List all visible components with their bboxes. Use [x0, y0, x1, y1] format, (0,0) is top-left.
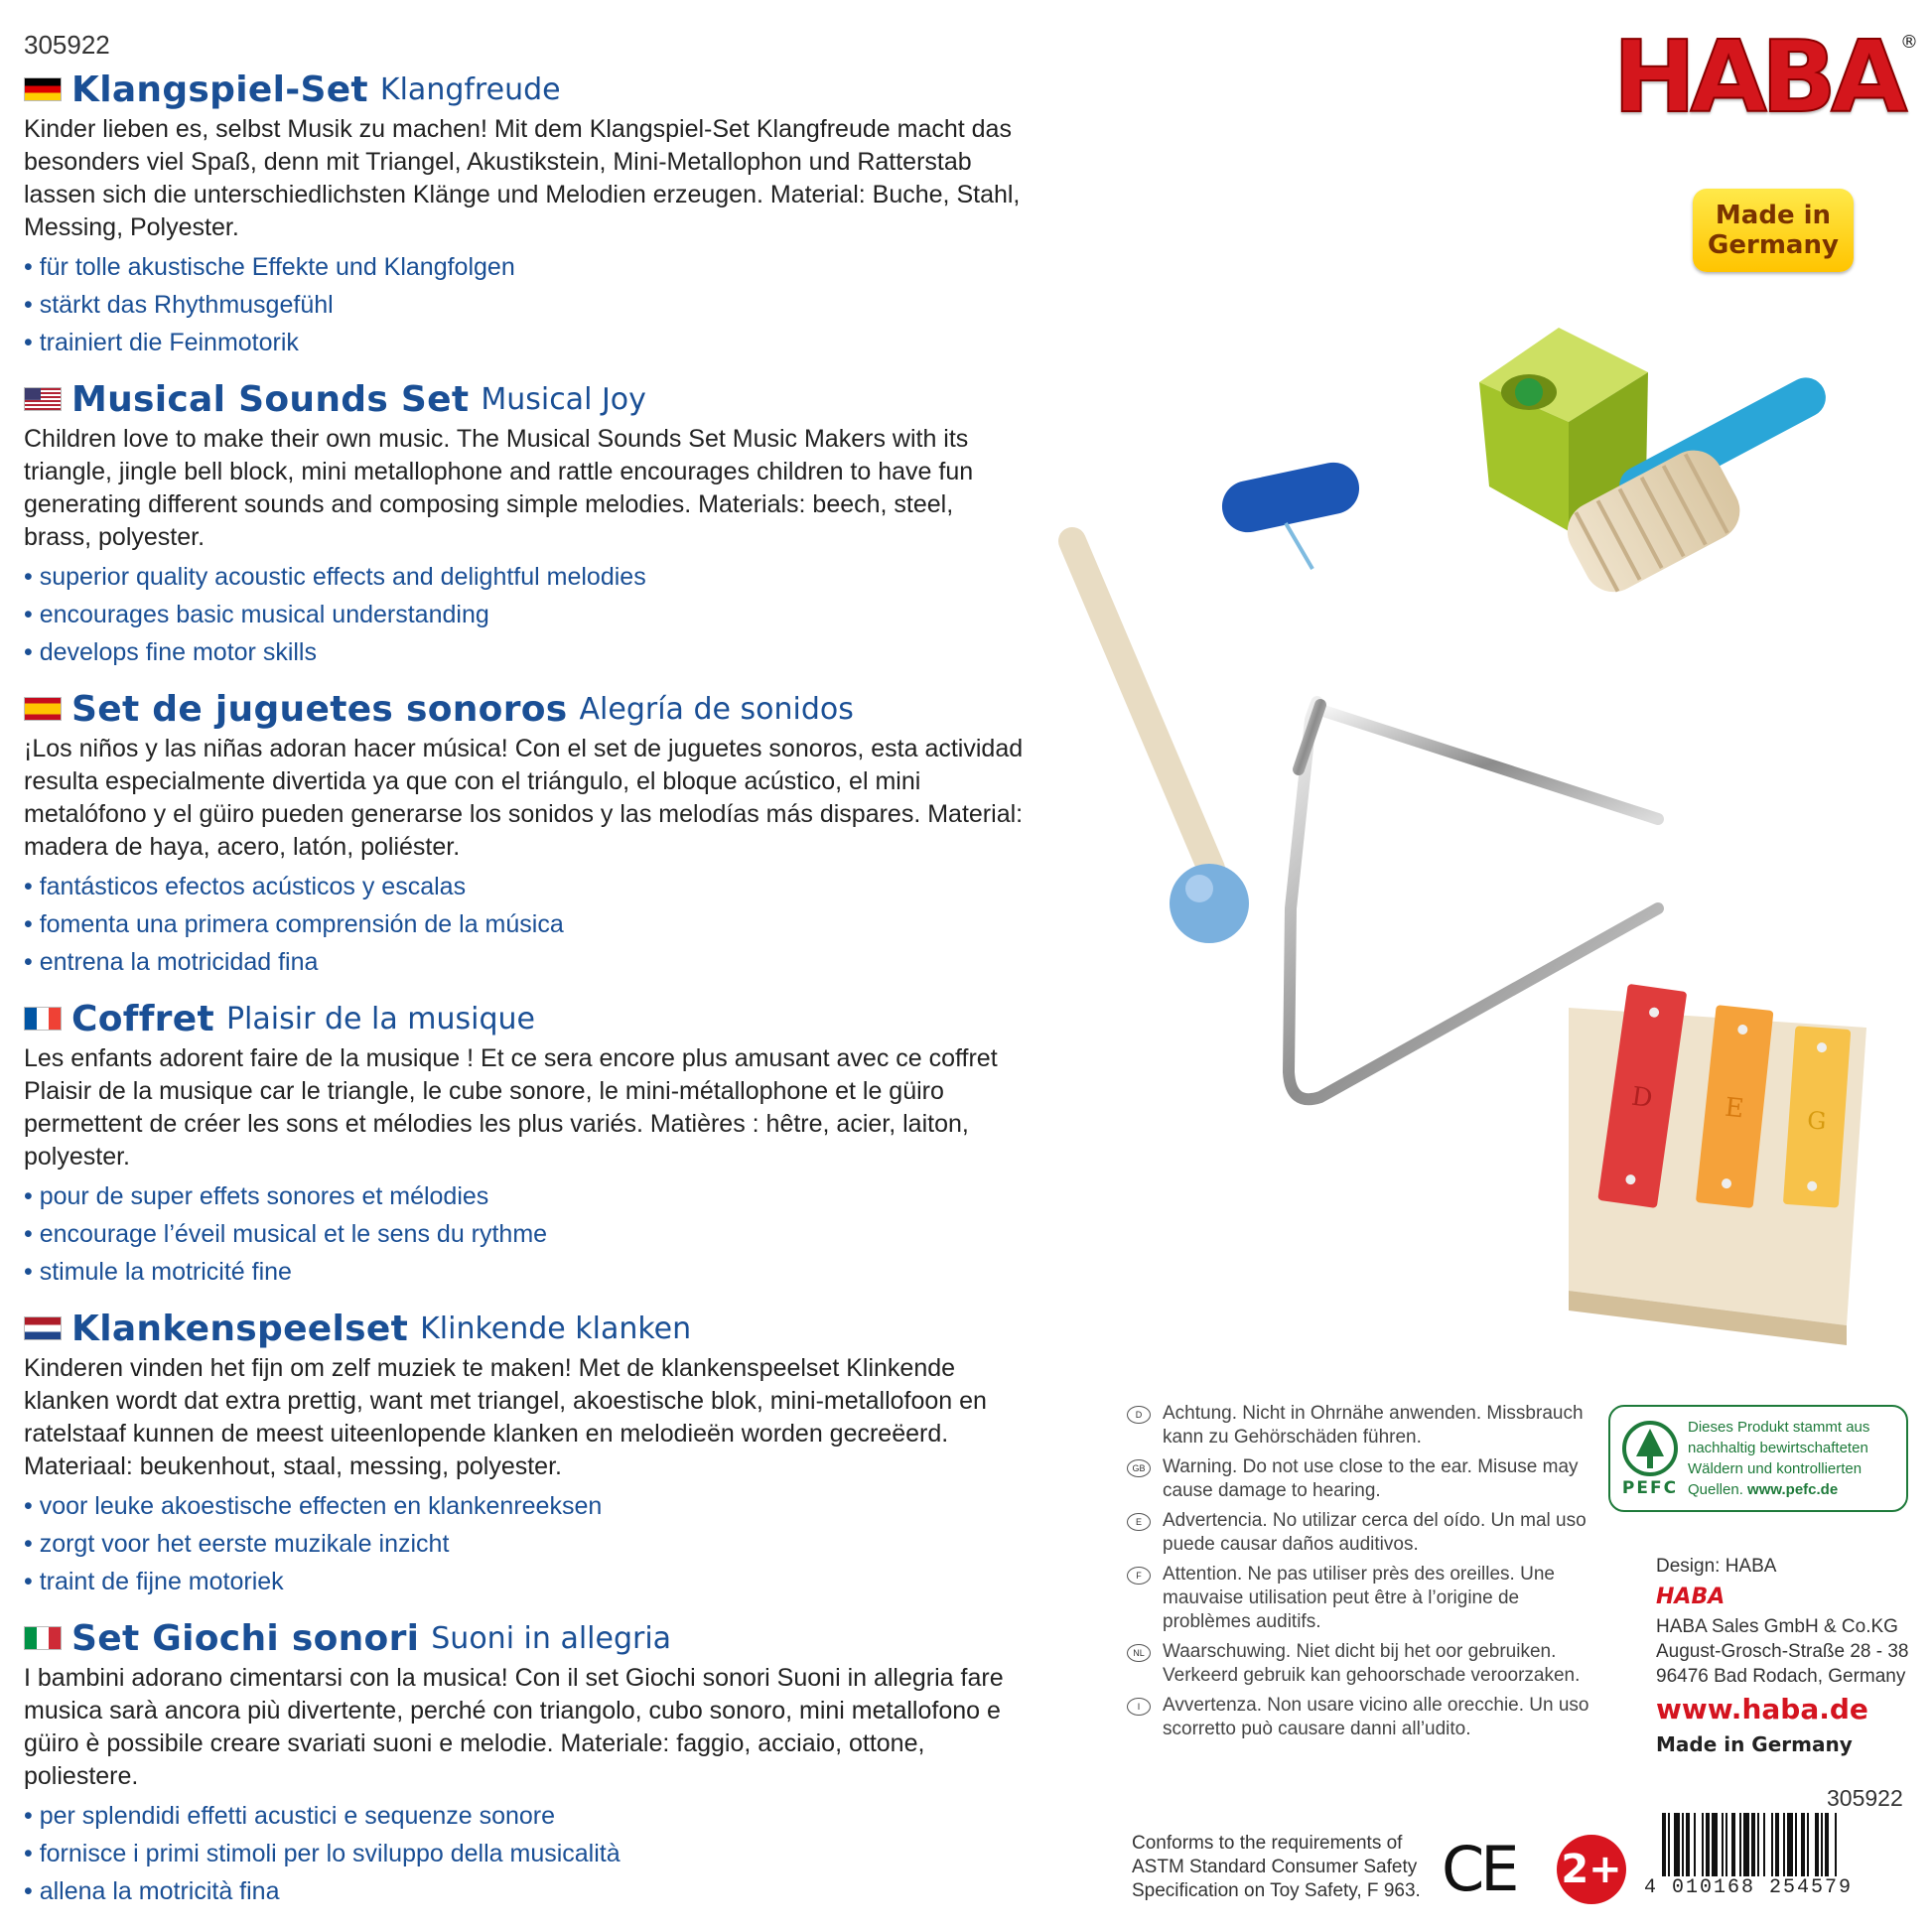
- flag-de-icon: [24, 77, 62, 101]
- article-number-bottom: 305922: [1827, 1785, 1903, 1811]
- ce-mark: CE: [1442, 1833, 1516, 1905]
- section-title: Klankenspeelset: [71, 1308, 409, 1349]
- warning-text: Advertencia. No utilizar cerca del oído. Un mal uso puede causar daños auditivos.: [1163, 1510, 1587, 1555]
- feature-list: [24, 1487, 1027, 1600]
- warning-item: [1127, 1402, 1593, 1449]
- pefc-description: [1688, 1417, 1896, 1500]
- pefc-tree-icon: [1620, 1419, 1680, 1478]
- feature-item: • superior quality acoustic effects and delightful melodies: [24, 558, 1027, 596]
- section-subtitle: Klangfreude: [379, 71, 561, 107]
- feature-item: • allena la motricità fina: [24, 1872, 1027, 1910]
- feature-item: • fornisce i primi stimoli per lo sviluppo della musicalità: [24, 1835, 1027, 1872]
- section-subtitle: Klinkende klanken: [420, 1311, 692, 1346]
- section-it: [24, 1616, 1027, 1910]
- feature-item: • fomenta una primera comprensión de la música: [24, 905, 1027, 943]
- section-subtitle: Plaisir de la musique: [225, 1001, 535, 1036]
- section-title: Set de juguetes sonoros: [71, 688, 568, 730]
- feature-item: • stimule la motricité fine: [24, 1253, 1027, 1291]
- pefc-label: PEFC: [1621, 1478, 1679, 1498]
- feature-item: • develops fine motor skills: [24, 633, 1027, 671]
- section-body: Les enfants adorent faire de la musique ! Et ce sera encore plus amusant avec ce coffret Plaisir de la musique car le triangle, le cube sonore, le mini-métallophone et le güiro permettent de créer les sons et mélodies les plus variés. Matières : hêtre, acier, laiton, polyester.: [24, 1044, 998, 1171]
- made-in-germany-badge: [1693, 189, 1854, 272]
- section-heading: [24, 687, 1027, 731]
- company-city: 96476 Bad Rodach, Germany: [1656, 1666, 1906, 1687]
- section-subtitle: Alegría de sonidos: [579, 691, 854, 727]
- section-heading: [24, 1307, 1027, 1350]
- flag-nl-icon: [24, 1316, 62, 1340]
- feature-item: • pour de super effets sonores et mélodies: [24, 1177, 1027, 1215]
- haba-logo: [1612, 19, 1918, 135]
- section-heading: [24, 377, 1027, 421]
- flag-fr-icon: [24, 1007, 62, 1031]
- country-code-icon: I: [1127, 1698, 1151, 1716]
- feature-list: [24, 558, 1027, 671]
- section-subtitle: Musical Joy: [481, 381, 646, 417]
- warning-item: [1127, 1455, 1593, 1503]
- section-body: Kinderen vinden het fijn om zelf muziek te maken! Met de klankenspeelset Klinkende klanken wordt dat extra prettig, want met triangel, akoestische blok, mini-metallofoon en ratelstaaf kunnen de meest uiteenlopende klanken en melodieën worden gecreëerd. Materiaal: beukenhout, staal, messing, polyester.: [24, 1354, 987, 1480]
- section-title: Musical Sounds Set: [71, 378, 470, 420]
- section-body: I bambini adorano cimentarsi con la musica! Con il set Giochi sonori Suoni in allegria fare musica sarà ancora più divertente, perché con triangolo, cubo sonoro, mini metallofono e güiro è possibile creare svariati suoni e melodie. Materiale: faggio, acciaio, ottone, poliestere.: [24, 1664, 1004, 1790]
- barcode-number: 4 010168 254579: [1644, 1876, 1854, 1899]
- svg-text:®: ®: [1900, 32, 1918, 53]
- xylophone-note-2: E: [1723, 1092, 1745, 1125]
- feature-item: • für tolle akustische Effekte und Klangfolgen: [24, 248, 1027, 286]
- made-in-line2: Germany: [1708, 230, 1839, 260]
- warning-text: Warning. Do not use close to the ear. Misuse may cause damage to hearing.: [1163, 1456, 1579, 1501]
- feature-item: • trainiert die Feinmotorik: [24, 324, 1027, 361]
- triangle-holder: [1217, 458, 1364, 569]
- section-body: ¡Los niños y las niñas adoran hacer música! Con el set de juguetes sonoros, esta actividad resulta especialmente divertida ya que con el triángulo, el bloque acústico, el mini metalófono y el güiro pueden generarse los sonidos y las melodías más dispares. Material: madera de haya, acero, latón, poliéster.: [24, 735, 1024, 861]
- feature-list: [24, 1797, 1027, 1910]
- country-code-icon: NL: [1127, 1644, 1151, 1662]
- section-heading: [24, 1616, 1027, 1660]
- product-descriptions: [24, 68, 1027, 1926]
- section-body: Children love to make their own music. The Musical Sounds Set Music Makers with its triangle, jingle bell block, mini metallophone and rattle encourages children to have fun generating different sounds and composing simple melodies. Materials: beech, steel, brass, polyester.: [24, 425, 974, 551]
- warning-text: Achtung. Nicht in Ohrnähe anwenden. Missbrauch kann zu Gehörschäden führen.: [1163, 1403, 1584, 1448]
- feature-item: • stärkt das Rhythmusgefühl: [24, 286, 1027, 324]
- country-code-icon: D: [1127, 1406, 1151, 1424]
- flag-es-icon: [24, 697, 62, 721]
- pefc-certification: [1608, 1405, 1908, 1512]
- mini-metallophone: [1569, 984, 1866, 1345]
- section-us: [24, 377, 1027, 671]
- astm-conformity: Conforms to the requirements of ASTM Standard Consumer Safety Specification on Toy Safety, F 963.: [1132, 1833, 1421, 1901]
- section-title: Klangspiel-Set: [71, 69, 368, 110]
- warning-item: [1127, 1563, 1593, 1634]
- pefc-logo: [1620, 1412, 1680, 1505]
- section-heading: [24, 68, 1027, 111]
- warning-item: [1127, 1640, 1593, 1688]
- warning-item: [1127, 1694, 1593, 1741]
- company-name: HABA Sales GmbH & Co.KG: [1656, 1616, 1898, 1637]
- section-body: Kinder lieben es, selbst Musik zu machen! Mit dem Klangspiel-Set Klangfreude macht das besonders viel Spaß, denn mit Triangel, Akustikstein, Mini-Metallophon und Ratterstab lassen sich die unterschiedlichsten Klänge und Melodien erzeugen. Material: Buche, Stahl, Messing, Polyester.: [24, 115, 1021, 241]
- xylophone-note-1: D: [1629, 1081, 1655, 1115]
- warning-text: Attention. Ne pas utiliser près des oreilles. Une mauvaise utilisation peut être à l’origine de problèmes auditifs.: [1163, 1564, 1555, 1632]
- pefc-url: www.pefc.de: [1747, 1481, 1839, 1498]
- section-fr: [24, 997, 1027, 1291]
- company-info: [1656, 1554, 1916, 1757]
- section-de: [24, 68, 1027, 361]
- beater-stick: [1072, 541, 1249, 943]
- feature-list: [24, 1177, 1027, 1291]
- section-heading: [24, 997, 1027, 1040]
- warning-text: Avvertenza. Non usare vicino alle orecchie. Un uso scorretto può causare danni all’udito.: [1163, 1695, 1589, 1739]
- feature-item: • per splendidi effetti acustici e sequenze sonore: [24, 1797, 1027, 1835]
- feature-item: • voor leuke akoestische effecten en klankenreeksen: [24, 1487, 1027, 1525]
- country-code-icon: GB: [1127, 1459, 1151, 1477]
- feature-list: [24, 868, 1027, 981]
- company-made-in: Made in Germany: [1656, 1732, 1853, 1756]
- feature-item: • entrena la motricidad fina: [24, 943, 1027, 981]
- made-in-line1: Made in: [1715, 201, 1832, 230]
- design-credit: Design: HABA: [1656, 1556, 1777, 1577]
- xylophone-note-3: G: [1806, 1106, 1828, 1136]
- haba-logo-text: HABA: [1612, 19, 1902, 135]
- haba-mini-logo: HABA: [1656, 1585, 1725, 1609]
- warning-item: [1127, 1509, 1593, 1557]
- company-street: August-Grosch-Straße 28 - 38: [1656, 1641, 1909, 1662]
- feature-item: • encourage l’éveil musical et le sens du rythme: [24, 1215, 1027, 1253]
- country-code-icon: F: [1127, 1567, 1151, 1585]
- hearing-warnings: [1127, 1402, 1593, 1747]
- section-title: Set Giochi sonori: [71, 1617, 420, 1659]
- section-es: [24, 687, 1027, 981]
- product-photo: [1052, 313, 1906, 1345]
- feature-item: • encourages basic musical understanding: [24, 596, 1027, 633]
- pefc-text: Dieses Produkt stammt aus nachhaltig bewirtschafteten Wäldern und kontrollierten Quellen.: [1688, 1419, 1870, 1498]
- feature-item: • zorgt voor het eerste muzikale inzicht: [24, 1525, 1027, 1563]
- feature-item: • fantásticos efectos acústicos y escalas: [24, 868, 1027, 905]
- country-code-icon: E: [1127, 1513, 1151, 1531]
- section-nl: [24, 1307, 1027, 1600]
- feature-list: [24, 248, 1027, 361]
- warning-text: Waarschuwing. Niet dicht bij het oor gebruiken. Verkeerd gebruik kan gehoorschade veroorzaken.: [1163, 1641, 1581, 1686]
- company-website: www.haba.de: [1656, 1693, 1868, 1725]
- flag-us-icon: [24, 387, 62, 411]
- feature-item: • traint de fijne motoriek: [24, 1563, 1027, 1600]
- age-badge: 2+: [1557, 1835, 1626, 1904]
- section-title: Coffret: [71, 998, 214, 1039]
- flag-it-icon: [24, 1626, 62, 1650]
- article-number-top: 305922: [24, 30, 110, 60]
- section-subtitle: Suoni in allegria: [431, 1620, 672, 1656]
